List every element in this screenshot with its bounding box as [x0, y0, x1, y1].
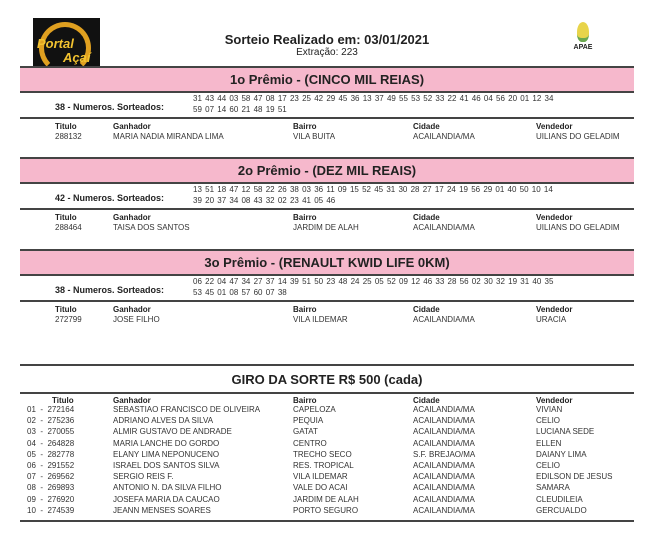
header-bairro: Bairro [293, 213, 317, 222]
giro-row-titulo: 04 - 264828 [27, 438, 75, 448]
header-vendedor: Vendedor [536, 122, 573, 131]
logo-word-1: Portal [37, 36, 74, 51]
giro-row-bairro: JARDIM DE ALAH [293, 494, 359, 504]
header-cidade: Cidade [413, 305, 440, 314]
header-ganhador: Ganhador [113, 305, 151, 314]
apae-flower-icon [577, 22, 589, 42]
giro-row-vendedor: ELLEN [536, 438, 562, 448]
col-ganhador: Ganhador [113, 396, 151, 405]
winner-vendedor: UILIANS DO GELADIM [536, 132, 620, 141]
winner-vendedor: UILIANS DO GELADIM [536, 223, 620, 232]
giro-row-cidade: ACAILANDIA/MA [413, 427, 475, 437]
winner-ganhador: TAISA DOS SANTOS [113, 223, 190, 232]
giro-row-bairro: RES. TROPICAL [293, 461, 354, 470]
header-titulo: Titulo [55, 213, 77, 222]
divider [20, 117, 634, 119]
header-titulo: Titulo [55, 122, 77, 131]
giro-row-cidade: ACAILANDIA/MA [413, 483, 475, 493]
giro-row-ganhador: ANTONIO N. DA SILVA FILHO [113, 483, 222, 493]
giro-row-vendedor: VIVIAN [536, 405, 563, 414]
giro-row-bairro: VALE DO ACAI [293, 483, 348, 493]
drawn-numbers-line-1: 31 43 44 03 58 47 08 17 23 25 42 29 45 36 13 37 49 55 53 52 33 22 41 46 04 56 20 01 12 34 [193, 94, 554, 103]
extraction-number: Extração: 223 [296, 47, 358, 58]
giro-row-bairro: PORTO SEGURO [293, 505, 359, 515]
winner-vendedor: URACIA [536, 315, 567, 324]
winner-titulo: 272799 [55, 315, 82, 324]
giro-row-ganhador: JEANN MENSES SOARES [113, 505, 211, 515]
prize-title-band: 1o Prêmio - (CINCO MIL REIAS) [20, 66, 634, 93]
giro-row-cidade: ACAILANDIA/MA [413, 438, 475, 448]
header-ganhador: Ganhador [113, 122, 151, 131]
header-bairro: Bairro [293, 305, 317, 314]
giro-row-bairro: CAPELOZA [293, 405, 336, 414]
giro-row-vendedor: GERCUALDO [536, 505, 587, 515]
giro-row-titulo: 02 - 275236 [27, 416, 75, 426]
apae-label: APAE [573, 44, 593, 51]
prize-title-band: 2o Prêmio - (DEZ MIL REAIS) [20, 157, 634, 184]
divider [20, 520, 634, 522]
giro-row-ganhador: SERGIO REIS F. [113, 472, 174, 482]
winner-cidade: ACAILANDIA/MA [413, 132, 475, 141]
giro-row-bairro: VILA ILDEMAR [293, 472, 348, 482]
giro-row-cidade: ACAILANDIA/MA [413, 494, 475, 504]
giro-row-ganhador: ADRIANO ALVES DA SILVA [113, 416, 214, 426]
giro-row-bairro: TRECHO SECO [293, 449, 352, 459]
giro-row-vendedor: SAMARA [536, 483, 570, 493]
header-titulo: Titulo [55, 305, 77, 314]
apae-logo [568, 22, 598, 51]
giro-row-cidade: ACAILANDIA/MA [413, 461, 475, 470]
divider [20, 392, 634, 394]
drawn-numbers-line-2: 39 20 37 34 08 43 32 02 23 41 05 46 [193, 196, 336, 205]
page-title: Sorteio Realizado em: 03/01/2021 [224, 32, 430, 47]
divider [20, 364, 634, 366]
giro-row-bairro: PEQUIA [293, 416, 324, 426]
header-ganhador: Ganhador [113, 213, 151, 222]
col-bairro: Bairro [293, 396, 317, 405]
col-vendedor: Vendedor [536, 396, 573, 405]
col-titulo: Titulo [52, 396, 74, 405]
header-vendedor: Vendedor [536, 213, 573, 222]
giro-row-vendedor: CLEUDILEIA [536, 494, 583, 504]
winner-cidade: ACAILANDIA/MA [413, 315, 475, 324]
header-vendedor: Vendedor [536, 305, 573, 314]
winner-titulo: 288464 [55, 223, 82, 232]
giro-row-ganhador: JOSEFA MARIA DA CAUCAO [113, 494, 220, 504]
giro-row-vendedor: LUCIANA SEDE [536, 427, 595, 437]
numbers-label: 42 - Numeros. Sorteados: [55, 193, 165, 203]
numbers-label: 38 - Numeros. Sorteados: [55, 285, 165, 295]
winner-ganhador: JOSE FILHO [113, 315, 160, 324]
header-cidade: Cidade [413, 213, 440, 222]
giro-row-titulo: 05 - 282778 [27, 449, 75, 459]
giro-row-vendedor: EDILSON DE JESUS [536, 472, 613, 482]
numbers-label: 38 - Numeros. Sorteados: [55, 102, 165, 112]
giro-row-titulo: 01 - 272164 [27, 405, 75, 414]
col-cidade: Cidade [413, 396, 440, 405]
divider [20, 300, 634, 302]
divider [20, 208, 634, 210]
giro-title: GIRO DA SORTE R$ 500 (cada) [231, 372, 423, 387]
winner-cidade: ACAILANDIA/MA [413, 223, 475, 232]
giro-row-ganhador: ELANY LIMA NEPONUCENO [113, 449, 220, 459]
header-cidade: Cidade [413, 122, 440, 131]
drawn-numbers-line-1: 13 51 18 47 12 58 22 26 38 03 36 11 09 15 52 45 31 30 28 27 17 24 19 56 29 01 40 50 10 14 [193, 185, 553, 194]
giro-row-titulo: 07 - 269562 [27, 472, 75, 482]
logo-word-2: Açaí [63, 50, 91, 65]
giro-row-ganhador: ISRAEL DOS SANTOS SILVA [113, 461, 220, 470]
giro-row-cidade: ACAILANDIA/MA [413, 405, 475, 414]
winner-bairro: VILA ILDEMAR [293, 315, 348, 324]
giro-row-cidade: ACAILANDIA/MA [413, 416, 475, 426]
drawn-numbers-line-2: 53 45 01 08 57 60 07 38 [193, 288, 287, 297]
giro-row-titulo: 06 - 291552 [27, 461, 75, 470]
winner-titulo: 288132 [55, 132, 82, 141]
giro-row-ganhador: MARIA LANCHE DO GORDO [113, 438, 220, 448]
giro-row-cidade: ACAILANDIA/MA [413, 472, 475, 482]
drawn-numbers-line-2: 59 07 14 60 21 48 19 51 [193, 105, 287, 114]
giro-row-vendedor: CELIO [536, 461, 561, 470]
header-bairro: Bairro [293, 122, 317, 131]
giro-row-cidade: S.F. BREJAO/MA [413, 449, 476, 459]
giro-row-vendedor: CELIO [536, 416, 561, 426]
giro-row-vendedor: DAIANY LIMA [536, 449, 587, 459]
giro-row-titulo: 09 - 276920 [27, 494, 75, 504]
drawn-numbers-line-1: 06 22 04 47 34 27 37 14 39 51 50 23 48 24 25 05 52 09 12 46 33 28 56 02 30 32 19 31 40 35 [193, 277, 554, 286]
giro-row-titulo: 10 - 274539 [27, 505, 75, 515]
giro-row-titulo: 08 - 269893 [27, 483, 75, 493]
giro-row-titulo: 03 - 270055 [27, 427, 75, 437]
giro-row-ganhador: SEBASTIAO FRANCISCO DE OLIVEIRA [113, 405, 261, 414]
prize-title-band: 3o Prêmio - (RENAULT KWID LIFE 0KM) [20, 249, 634, 276]
giro-row-ganhador: ALMIR GUSTAVO DE ANDRADE [113, 427, 232, 437]
giro-row-bairro: CENTRO [293, 438, 327, 448]
giro-row-cidade: ACAILANDIA/MA [413, 505, 475, 515]
giro-row-bairro: GATAT [293, 427, 318, 437]
winner-ganhador: MARIA NADIA MIRANDA LIMA [113, 132, 224, 141]
winner-bairro: JARDIM DE ALAH [293, 223, 359, 232]
winner-bairro: VILA BUITA [293, 132, 336, 141]
